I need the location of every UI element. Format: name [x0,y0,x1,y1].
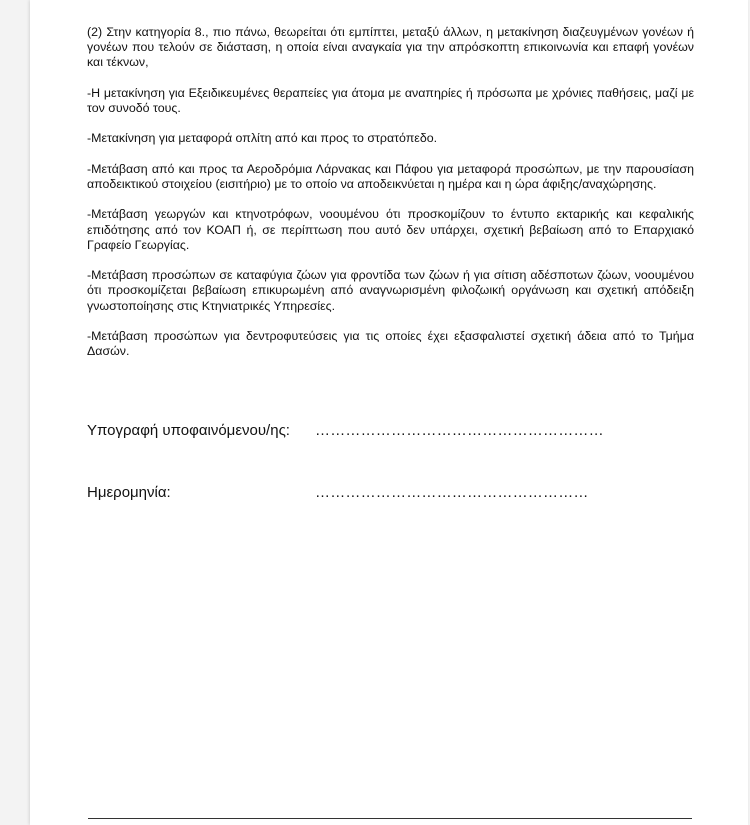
footer-divider [88,818,692,819]
page-body [87,25,694,375]
signature-block [87,422,647,504]
date-label: Ημερομηνία: [87,484,171,501]
paragraph-specialized-therapies: -Η μετακίνηση για Εξειδικευμένες θεραπείες για άτομα με αναπηρίες ή πρόσωπα με χρόνιες παθήσεις, μαζί με τον συνοδό τους. [87,85,694,115]
paragraph-farmers: -Μετάβαση γεωργών και κτηνοτρόφων, νοουμένου ότι προσκομίζουν το έντυπο εκταρικής και κεφαλικής επιδότησης από τον ΚΟΑΠ ή, σε περίπτωση που αυτό δεν υπάρχει, σχετική βεβαίωση από το Επαρχιακό Γραφείο Γεωργίας. [87,207,694,252]
document-page [30,0,748,825]
paragraph-category-8-note: (2) Στην κατηγορία 8., πιο πάνω, θεωρείται ότι εμπίπτει, μεταξύ άλλων, η μετακίνηση διαζευγμένων γονέων ή γονέων που τελούν σε διάσταση, η οποία είναι αναγκαία για την απρόσκοπτη επικοινωνία και επαφή γονέων και τέκνων, [87,25,694,70]
signature-label: Υπογραφή υποφαινόμενου/ης: [87,422,290,439]
date-field[interactable]: ……………………………………………… [315,484,589,501]
paragraph-airports: -Μετάβαση από και προς τα Αεροδρόμια Λάρνακας και Πάφου για μεταφορά προσώπων, με την παρουσίαση αποδεικτικού στοιχείου (εισιτήριο) με το οποίο να αποδεικνύεται η ημέρα και η ώρα άφιξης/αναχώρησης. [87,161,694,191]
signature-field[interactable]: ………………………………………………… [315,422,604,439]
paragraph-soldier-transport: -Μετακίνηση για μεταφορά οπλίτη από και προς το στρατόπεδο. [87,131,438,146]
signature-row [87,422,647,442]
date-row [87,484,647,504]
paragraph-animal-shelters: -Μετάβαση προσώπων σε καταφύγια ζώων για φροντίδα των ζώων ή για σίτιση αδέσποτων ζώων, νοουμένου ότι προσκομίζεται βεβαίωση επικυρωμένη από αναγνωρισμένη φιλοζωική οργάνωση και σχετική απόδειξη γνωστοποίησης στις Κτηνιατρικές Υπηρεσίες. [87,268,694,313]
paragraph-tree-planting: -Μετάβαση προσώπων για δεντροφυτεύσεις για τις οποίες έχει εξασφαλιστεί σχετική άδεια από το Τμήμα Δασών. [87,328,694,359]
